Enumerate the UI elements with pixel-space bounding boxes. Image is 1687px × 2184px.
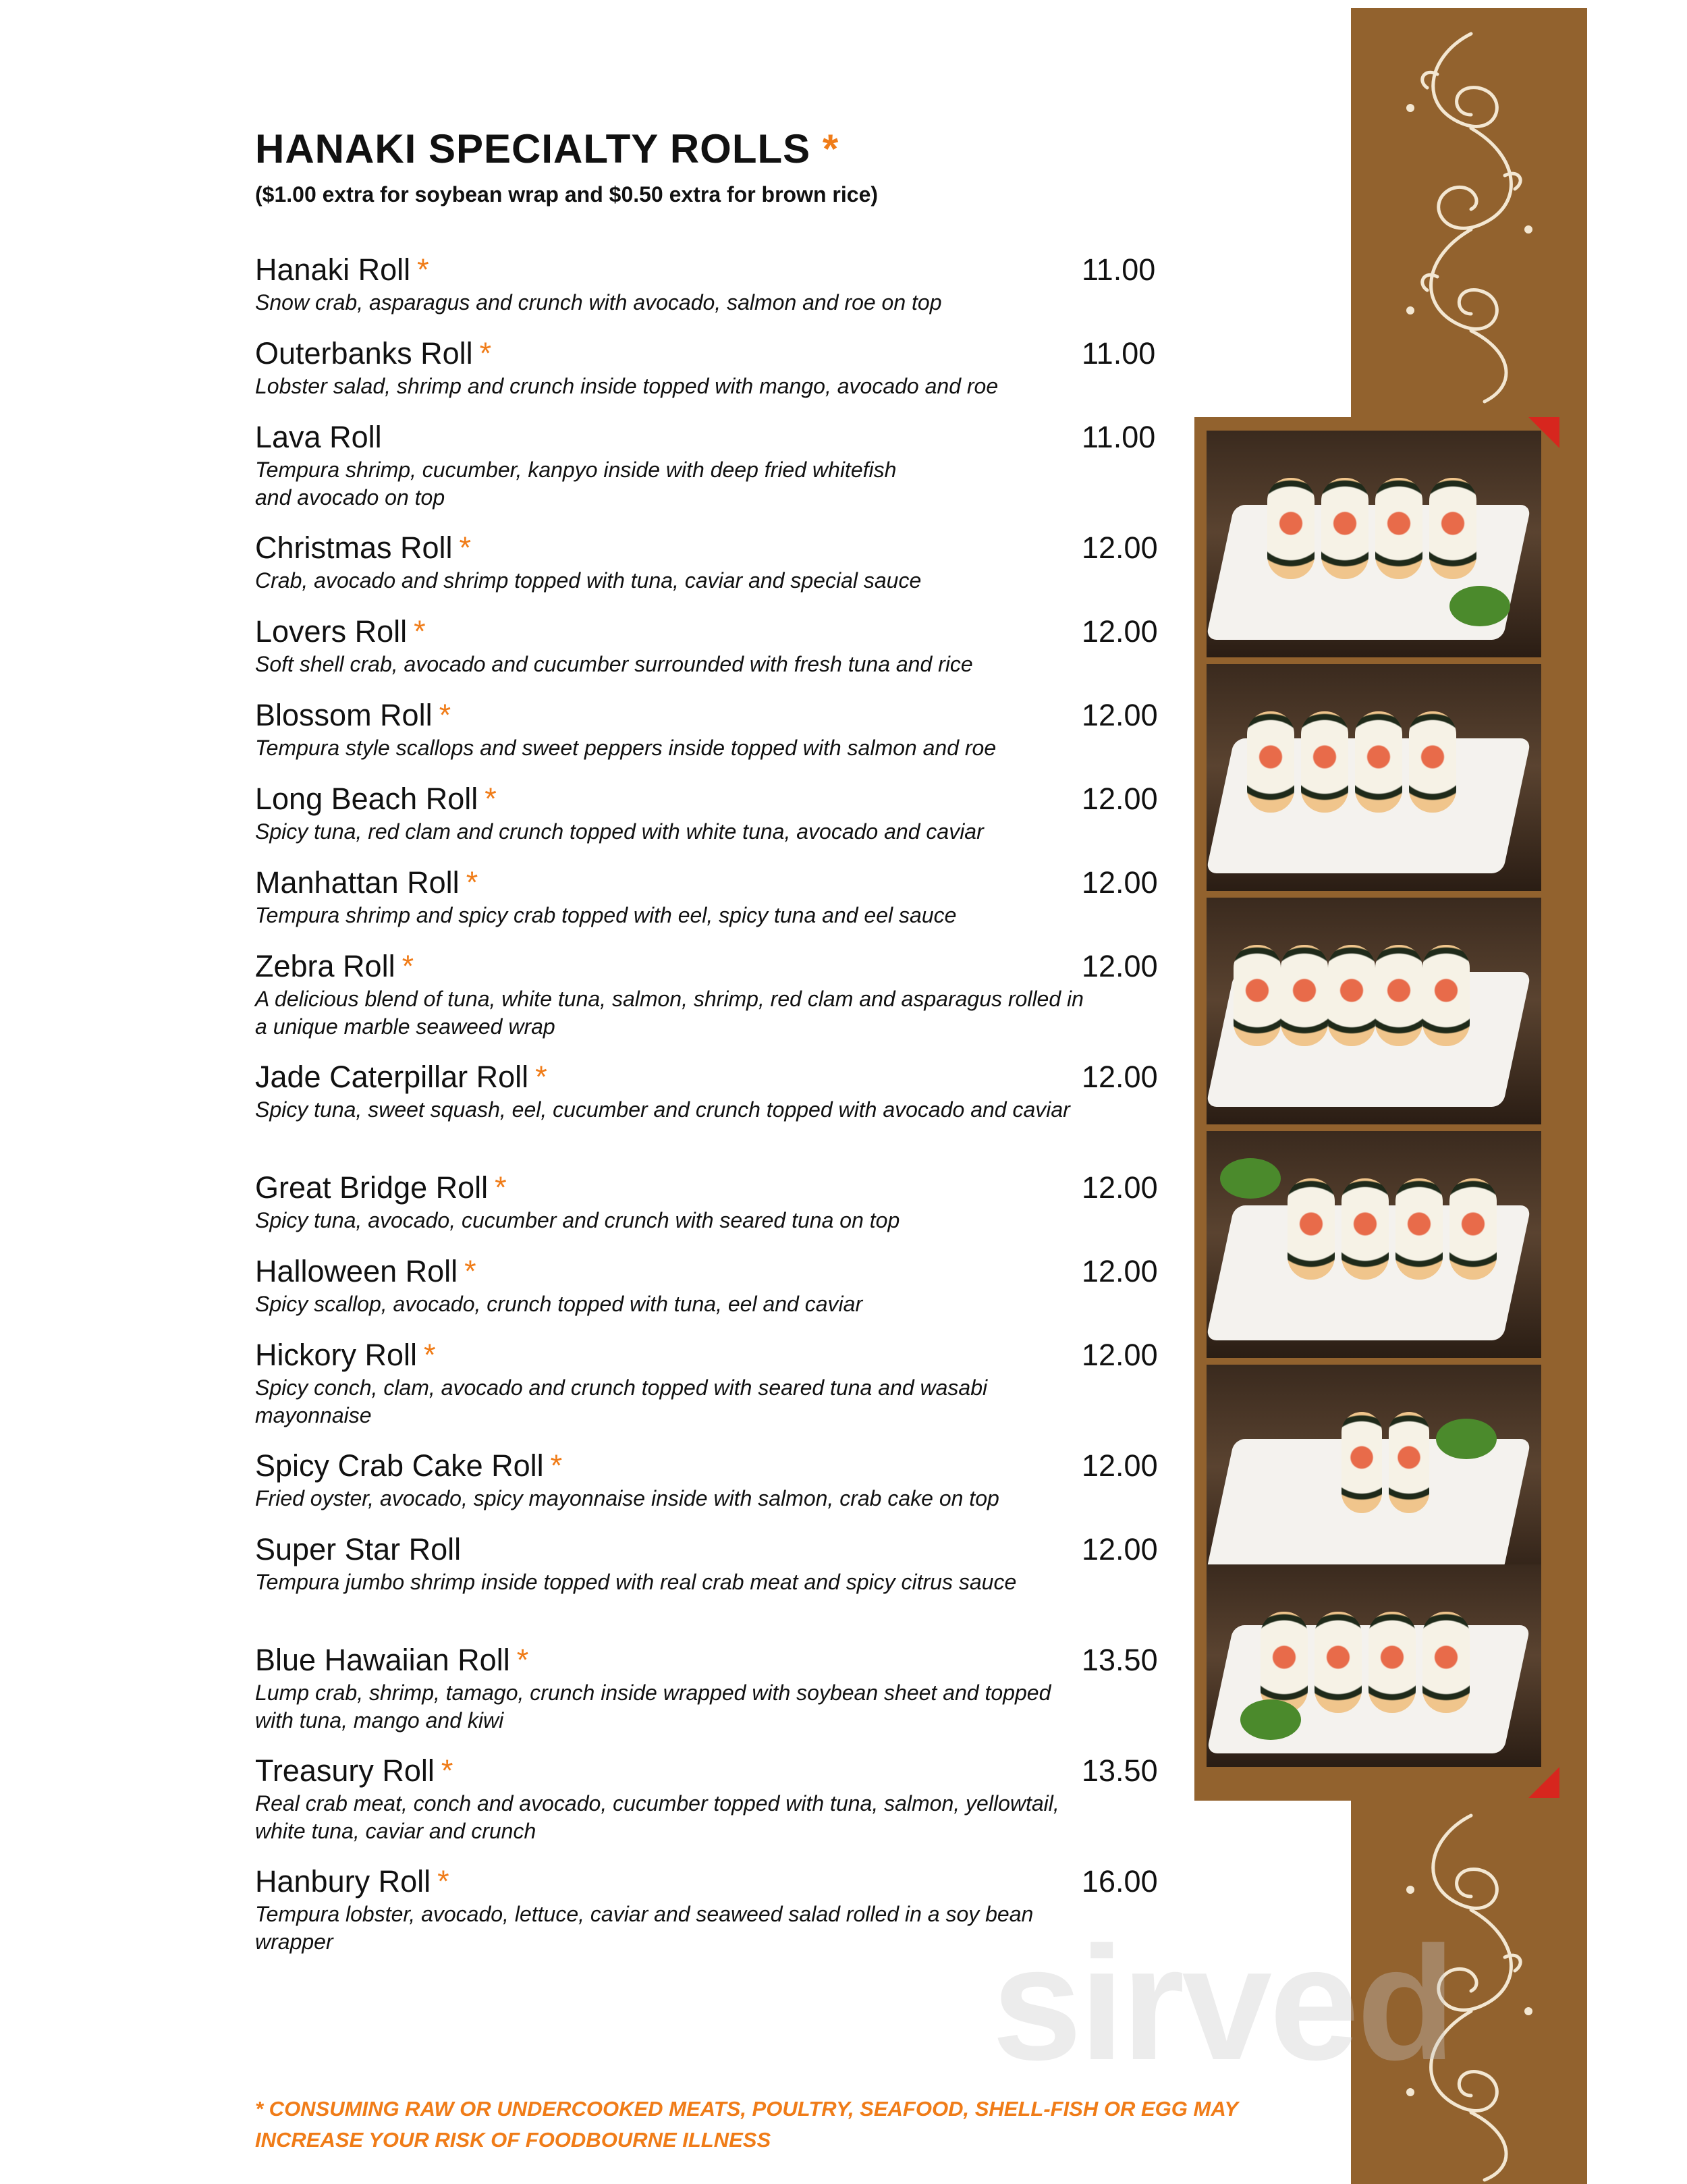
page-title [255, 126, 839, 172]
item-description: Crab, avocado and shrimp topped with tuna, caviar and special sauce [255, 568, 922, 593]
menu-item [255, 948, 1159, 1041]
raw-asterisk: * [437, 1864, 449, 1899]
item-price: 11.00 [1082, 252, 1156, 287]
raw-asterisk: * [402, 949, 414, 983]
raw-asterisk: * [424, 1338, 436, 1372]
menu-item [255, 1058, 1159, 1124]
item-price: 11.00 [1082, 336, 1156, 371]
sushi-photo [1207, 1564, 1541, 1767]
menu-item [255, 1752, 1159, 1845]
menu-item [255, 613, 1159, 678]
menu-item [255, 864, 1159, 929]
menu-item [255, 1531, 1159, 1596]
item-description: Tempura shrimp and spicy crab topped with eel, spicy tuna and eel sauce [255, 903, 957, 927]
ornamental-swirl-top [1370, 27, 1572, 405]
item-name: Jade Caterpillar Roll * [255, 1060, 547, 1094]
item-price: 12.00 [1082, 1170, 1158, 1205]
item-price: 13.50 [1082, 1753, 1158, 1788]
sushi-photo [1207, 431, 1541, 657]
raw-asterisk: * [485, 782, 497, 816]
menu-item [255, 251, 1159, 317]
title-asterisk: * [822, 126, 839, 171]
item-name: Hickory Roll * [255, 1338, 436, 1372]
menu-item [255, 780, 1159, 846]
item-price: 12.00 [1082, 1448, 1158, 1483]
raw-asterisk: * [466, 865, 478, 900]
item-name: Manhattan Roll * [255, 865, 478, 900]
item-name: Hanbury Roll * [255, 1864, 449, 1899]
item-name: Christmas Roll * [255, 530, 472, 565]
item-name: Spicy Crab Cake Roll * [255, 1448, 563, 1483]
item-price: 16.00 [1082, 1864, 1158, 1899]
sushi-photo [1207, 898, 1541, 1124]
item-description: Spicy conch, clam, avocado and crunch topped with seared tuna and wasabi mayonnaise [255, 1375, 988, 1427]
menu-item [255, 1169, 1159, 1234]
menu-item [255, 418, 1159, 512]
item-name: Hanaki Roll * [255, 252, 429, 287]
item-name: Long Beach Roll * [255, 782, 497, 816]
item-name: Lovers Roll * [255, 614, 426, 649]
item-price: 12.00 [1082, 530, 1158, 565]
item-description: Soft shell crab, avocado and cucumber surrounded with fresh tuna and rice [255, 652, 973, 676]
raw-asterisk: * [550, 1448, 563, 1483]
raw-asterisk: * [414, 614, 426, 649]
raw-asterisk: * [535, 1060, 547, 1094]
item-description: Spicy tuna, sweet squash, eel, cucumber and crunch topped with avocado and caviar [255, 1097, 1070, 1122]
item-description: Tempura jumbo shrimp inside topped with real crab meat and spicy citrus sauce [255, 1570, 1017, 1594]
menu-item [255, 1336, 1159, 1429]
item-description: Tempura style scallops and sweet peppers inside topped with salmon and roe [255, 736, 997, 760]
item-price: 12.00 [1082, 698, 1158, 732]
menu-item [255, 697, 1159, 762]
raw-asterisk: * [441, 1753, 453, 1788]
item-description: Fried oyster, avocado, spicy mayonnaise inside with salmon, crab cake on top [255, 1486, 999, 1510]
item-description: Tempura lobster, avocado, lettuce, caviar and seaweed salad rolled in a soy bean wrapper [255, 1902, 1034, 1954]
item-price: 12.00 [1082, 782, 1158, 816]
item-name: Super Star Roll [255, 1532, 462, 1566]
menu-item [255, 1447, 1159, 1512]
red-corner-accent [1528, 1767, 1559, 1798]
item-price: 12.00 [1082, 1254, 1158, 1288]
food-safety-disclaimer: * CONSUMING RAW OR UNDERCOOKED MEATS, POULTRY, SEAFOOD, SHELL-FISH OR EGG MAY INCREASE YOUR RISK OF FOODBOURNE ILLNESS [255, 2097, 1238, 2152]
item-price: 11.00 [1082, 420, 1156, 454]
item-description: Snow crab, asparagus and crunch with avocado, salmon and roe on top [255, 290, 942, 315]
sushi-photo [1207, 1131, 1541, 1358]
item-price: 12.00 [1082, 614, 1158, 649]
item-name: Blossom Roll * [255, 698, 451, 732]
item-name: Lava Roll [255, 420, 382, 454]
item-name: Halloween Roll * [255, 1254, 476, 1288]
menu-item [255, 1253, 1159, 1318]
item-description: Spicy tuna, avocado, cucumber and crunch with seared tuna on top [255, 1208, 900, 1232]
item-price: 12.00 [1082, 1060, 1158, 1094]
item-name: Blue Hawaiian Roll * [255, 1643, 529, 1677]
item-description: Tempura shrimp, cucumber, kanpyo inside with deep fried whitefish and avocado on top [255, 458, 897, 510]
item-price: 12.00 [1082, 1532, 1158, 1566]
item-description: A delicious blend of tuna, white tuna, salmon, shrimp, red clam and asparagus rolled in a unique marble seaweed wrap [255, 987, 1084, 1039]
raw-asterisk: * [417, 252, 429, 287]
raw-asterisk: * [479, 336, 492, 371]
item-price: 12.00 [1082, 1338, 1158, 1372]
item-description: Spicy scallop, avocado, crunch topped with tuna, eel and caviar [255, 1292, 863, 1316]
item-name: Zebra Roll * [255, 949, 414, 983]
item-description: Lobster salad, shrimp and crunch inside topped with mango, avocado and roe [255, 374, 999, 398]
menu-item [255, 1863, 1159, 1956]
item-name: Great Bridge Roll * [255, 1170, 507, 1205]
item-description: Spicy tuna, red clam and crunch topped with white tuna, avocado and caviar [255, 819, 984, 844]
menu-item [255, 335, 1159, 400]
sirved-watermark: sirved [992, 1913, 1454, 2094]
item-name: Outerbanks Roll * [255, 336, 492, 371]
raw-asterisk: * [516, 1643, 529, 1677]
menu-item [255, 1641, 1159, 1735]
menu-item [255, 529, 1159, 595]
sushi-photo [1207, 1365, 1541, 1591]
title-text: HANAKI SPECIALTY ROLLS [255, 126, 811, 171]
item-price: 12.00 [1082, 865, 1158, 900]
raw-asterisk: * [464, 1254, 476, 1288]
sushi-photo [1207, 664, 1541, 891]
item-price: 13.50 [1082, 1643, 1158, 1677]
item-name: Treasury Roll * [255, 1753, 453, 1788]
item-description: Real crab meat, conch and avocado, cucumber topped with tuna, salmon, yellowtail, white tuna, caviar and crunch [255, 1791, 1059, 1843]
item-description: Lump crab, shrimp, tamago, crunch inside wrapped with soybean sheet and topped with tuna, mango and kiwi [255, 1681, 1051, 1732]
raw-asterisk: * [439, 698, 451, 732]
raw-asterisk: * [495, 1170, 507, 1205]
item-price: 12.00 [1082, 949, 1158, 983]
raw-asterisk: * [459, 530, 472, 565]
price-note: ($1.00 extra for soybean wrap and $0.50 extra for brown rice) [255, 182, 879, 207]
